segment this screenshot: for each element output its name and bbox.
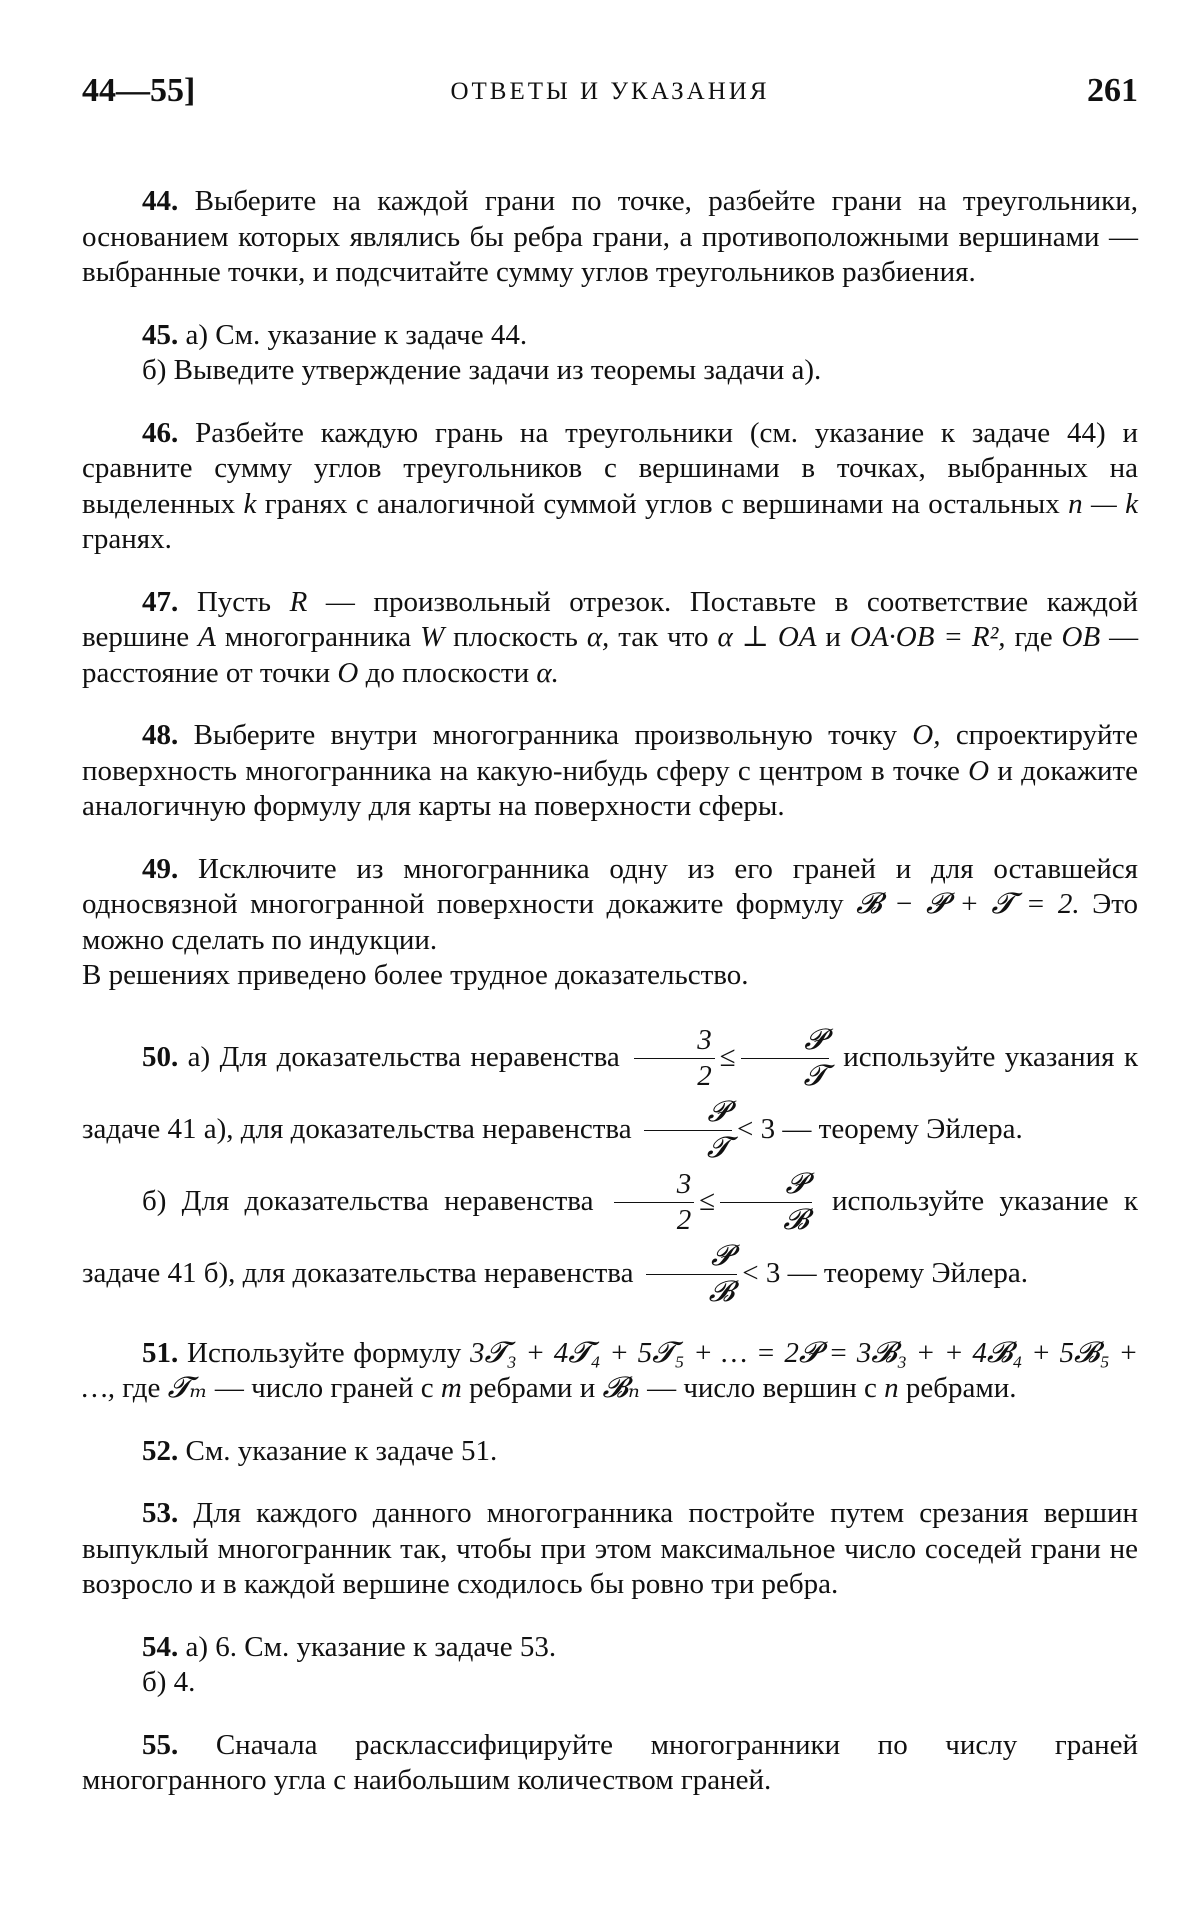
math-OB: OB xyxy=(1061,621,1101,653)
answer-text: используйте указание к задаче 41 б), для доказательства неравенства xyxy=(82,1184,1139,1289)
answer-number: 48. xyxy=(142,719,179,751)
answer-text: гранях. xyxy=(82,523,172,555)
answer-text: спроектируйте поверхность многогранника на какую-нибудь сферу с центром в точке xyxy=(82,719,1139,787)
answer-text: так что xyxy=(618,621,709,653)
math-le: ≤ xyxy=(699,1184,716,1217)
answer-text: Сначала расклассифицируйте многогранники по числу граней многогранного угла с наибольшим количеством граней. xyxy=(82,1728,1139,1796)
answer-54 xyxy=(82,1630,1138,1701)
fraction: $\frac{\text{𝓟}}{\text{𝓣}}$ xyxy=(741,1026,829,1091)
answer-text: Это можно сделать по индукции. xyxy=(82,888,1139,956)
math-alpha: α. xyxy=(536,656,559,689)
running-title: ОТВЕТЫ И УКАЗАНИЯ xyxy=(450,78,770,105)
answer-54-a xyxy=(82,1630,1138,1666)
answer-text: гранях с аналогичной суммой углов с вершинами на остальных xyxy=(264,487,1060,520)
answer-text: а) См. указание к задаче 44. xyxy=(185,318,528,351)
math-O: O, xyxy=(912,719,941,751)
math-W: W xyxy=(420,621,445,653)
answer-text: б) Для доказательства неравенства xyxy=(142,1184,594,1217)
answer-47 xyxy=(82,585,1138,692)
answer-text: Используйте формулу xyxy=(187,1336,462,1369)
answer-text: — число граней с xyxy=(214,1372,434,1404)
answer-number: 46. xyxy=(142,416,179,449)
answer-text: < 3 — теорему Эйлера. xyxy=(737,1112,1023,1145)
answer-text: а) Для доказательства неравенства xyxy=(187,1040,620,1073)
answer-44 xyxy=(82,184,1138,291)
answer-text: до плоскости xyxy=(365,656,530,689)
answer-46 xyxy=(82,416,1138,558)
answer-text: Исключите из многогранника одну из его граней и для оставшейся односвязной многогранной поверхности докажите формулу xyxy=(82,852,1138,920)
answer-50 xyxy=(82,1021,1138,1309)
answer-text: плоскость xyxy=(453,621,578,653)
answer-text: Для каждого данного многогранника постройте путем срезания вершин выпуклый многогранник так, чтобы при этом максимальное число соседей грани не возросло и в каждой вершине сходилось бы ровно три ребра. xyxy=(82,1497,1138,1600)
answer-text: См. указание к задаче 51. xyxy=(185,1434,498,1467)
math-le: ≤ xyxy=(719,1040,736,1073)
math-m: m xyxy=(440,1372,462,1404)
page-number: 261 xyxy=(1087,72,1138,109)
answer-55 xyxy=(82,1728,1138,1799)
fraction: $\frac{\text{𝓟}}{\text{𝓑}}$ xyxy=(720,1170,812,1235)
math-A: A xyxy=(198,621,216,653)
fraction: $\frac{\text{𝓟}}{\text{𝓣}}$ xyxy=(644,1098,732,1163)
answer-45 xyxy=(82,318,1138,389)
answer-text: — расстояние от точки xyxy=(82,621,1139,689)
fraction: $\frac{\text{𝓟}}{\text{𝓑}}$ xyxy=(646,1242,738,1307)
math-n: n xyxy=(884,1372,899,1404)
answer-text: и докажите аналогичную формулу для карты на поверхности сферы. xyxy=(82,754,1139,822)
answer-text: В решениях приведено более трудное доказательство. xyxy=(82,959,749,991)
section-range: 44—55] xyxy=(82,72,196,109)
math-n-minus-k: n — k xyxy=(1068,487,1138,520)
answer-text: < 3 — теорему Эйлера. xyxy=(742,1256,1029,1289)
answer-45-b: б) Выведите утверждение задачи из теоремы задачи а). xyxy=(142,354,822,386)
answer-number: 55. xyxy=(142,1728,179,1761)
answer-text: ребрами и xyxy=(469,1372,596,1404)
answer-text: Пусть xyxy=(196,585,272,618)
face-vertex-formula: 3𝓣₃ + 4𝓣₄ + 5𝓣₅ + … = 2𝓟 = 3𝓑₃ + + 4𝓑₄ + 5𝓑₅ + …, xyxy=(82,1336,1139,1404)
answer-49-main xyxy=(82,852,1138,959)
math-O: O xyxy=(968,754,990,787)
answer-number: 49. xyxy=(142,852,179,885)
answer-number: 53. xyxy=(142,1497,179,1529)
math-perpendicular: α ⊥ OA xyxy=(717,621,817,653)
math-Bn: 𝓑ₙ xyxy=(602,1372,640,1404)
math-alpha: α, xyxy=(586,621,610,653)
answer-text: Выберите внутри многогранника произвольную точку xyxy=(193,719,897,751)
answer-48 xyxy=(82,718,1138,825)
answer-45-a xyxy=(82,318,1138,354)
fraction: $\frac{3}{2}$ xyxy=(634,1026,715,1091)
answer-53 xyxy=(82,1496,1138,1603)
answer-text: а) 6. См. указание к задаче 53. xyxy=(185,1630,557,1663)
math-Tm: 𝓣ₘ xyxy=(167,1372,208,1404)
answer-text: многогранника xyxy=(224,621,412,653)
math-k: k xyxy=(243,487,257,520)
math-equation: OA·OB = R², xyxy=(849,621,1006,653)
answer-text: — произвольный отрезок. Поставьте в соответствие каждой вершине xyxy=(82,585,1139,653)
answer-number: 54. xyxy=(142,1630,179,1663)
answer-text: Выберите на каждой грани по точке, разбейте грани на треугольники, основанием которых являлись бы ребра грани, а противоположными вершинами — выбранные точки, и подсчитайте сумму углов треугольников разбиения. xyxy=(82,185,1138,288)
answer-52 xyxy=(82,1434,1138,1470)
running-header xyxy=(82,72,1138,132)
answer-50-a xyxy=(82,1021,1138,1165)
answer-text: ребрами. xyxy=(905,1372,1017,1404)
math-R: R xyxy=(289,585,308,618)
answer-text: и xyxy=(825,621,841,653)
answer-text: Разбейте каждую грань на треугольники (см. указание к задаче 44) и сравните сумму углов треугольников с вершинами в точках, выбранных на выделенных xyxy=(82,416,1138,520)
answer-49 xyxy=(82,852,1138,994)
answer-text: используйте указания к задаче 41 а), для доказательства неравенства xyxy=(82,1040,1139,1145)
answer-number: 44. xyxy=(142,185,179,217)
math-O: O xyxy=(337,656,359,689)
answer-text: где xyxy=(122,1372,161,1404)
answer-number: 50. xyxy=(142,1040,179,1073)
answer-number: 47. xyxy=(142,585,179,618)
answer-51 xyxy=(82,1336,1138,1407)
euler-formula: 𝓑 − 𝓟 + 𝓣 = 2. xyxy=(856,888,1080,920)
answer-number: 52. xyxy=(142,1434,179,1467)
answer-number: 45. xyxy=(142,318,179,351)
answer-54-b: б) 4. xyxy=(142,1666,196,1698)
answer-50-b xyxy=(82,1165,1138,1309)
answer-text: — число вершин с xyxy=(647,1372,877,1404)
answer-text: где xyxy=(1014,621,1053,653)
answer-number: 51. xyxy=(142,1336,179,1369)
fraction: $\frac{3}{2}$ xyxy=(614,1170,695,1235)
